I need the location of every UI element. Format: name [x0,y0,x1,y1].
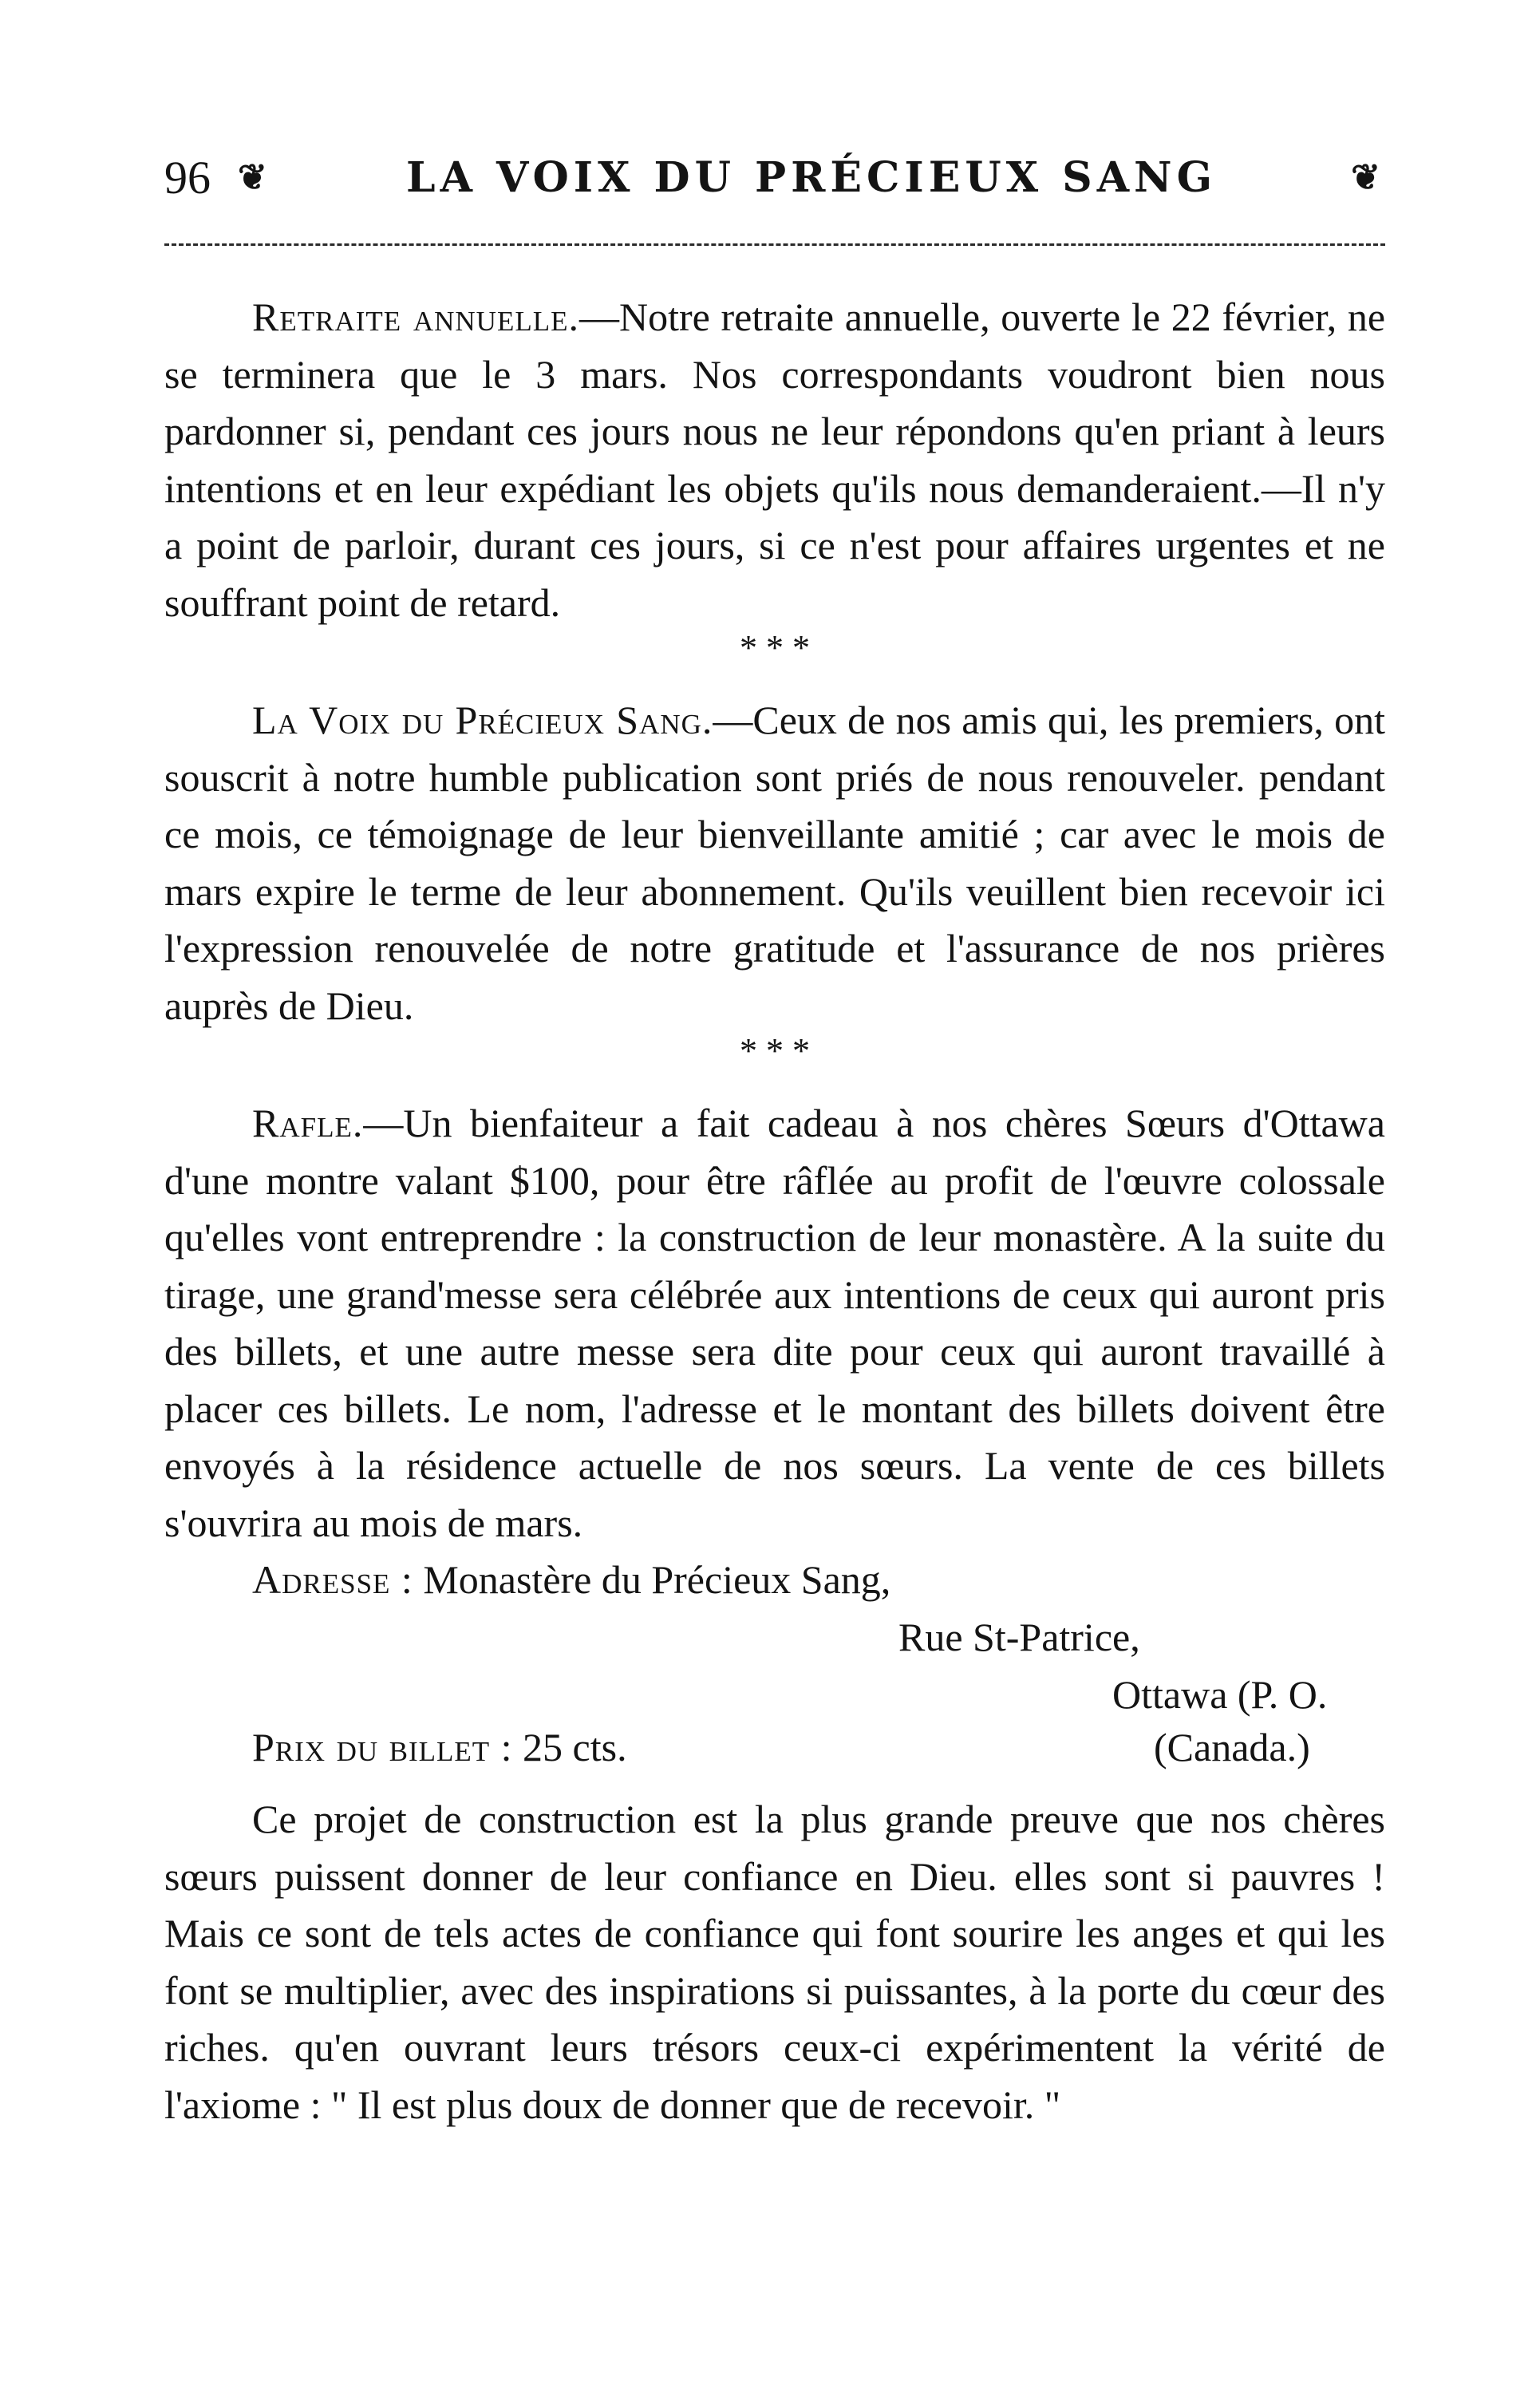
paragraph-voix [164,692,1385,1034]
address-line-3: Ottawa (P. O. [1112,1672,1328,1717]
address-line-1 [252,1552,890,1609]
price-line [252,1719,627,1777]
text-rafle: —Un bienfaiteur a fait cadeau à nos chères Sœurs d'Ottawa d'une montre valant $100, pour être râflée au profit de l'œuvre colossale qu'elles vont entreprendre : la construction de leur monastère. A la suite du tirage, une grand'messe sera célébrée aux intentions de ceux qui auront pris des billets, et une autre messe sera dite pour ceux qui auront travaillé à placer ces billets. Le nom, l'adresse et le montant des billets doivent être envoyés à la résidence actuelle de nos sœurs. La vente de ces billets s'ouvrira au mois de mars. [164,1101,1385,1545]
address-line-2: Rue St-Patrice, [898,1615,1140,1659]
header-rule [164,243,1385,246]
asterism-text-2: * * * [740,1031,810,1070]
running-title [238,150,1385,206]
heading-voix: La Voix du Précieux Sang. [252,698,713,742]
paragraph-rafle [164,1095,1385,1552]
page-number: 96 [164,152,211,204]
asterism-separator [164,628,1385,692]
ornament-left-icon: ❦ [238,157,272,198]
address-label: Adresse : [252,1557,413,1602]
heading-rafle: Rafle. [252,1101,364,1145]
paragraph-closing: Ce projet de construction est la plus grande preuve que nos chères sœurs puissent donner de leur confiance en Dieu. elles sont si pauvres ! Mais ce sont de tels actes de confiance qui font sourire les anges et qui les font se multiplier, avec des inspirations si puissantes, à la porte du cœur des riches. qu'en ouvrant leurs trésors ceux-ci expérimentent la vérité de l'axiome : " Il est plus doux de donner que de recevoir. " [164,1797,1385,2127]
price-label: Prix du billet : [252,1725,513,1769]
address-line-4: (Canada.) [1154,1725,1310,1769]
text-voix: —Ceux de nos amis qui, les premiers, ont souscrit à notre humble publication sont priés de nous renouveler. pendant ce mois, ce témoignage de leur bienveillante amitié ; car avec le mois de mars expire le terme de leur abonnement. Qu'ils veuillent bien recevoir ici l'expression renouvelée de notre gratitude et l'assurance de nos prières auprès de Dieu. [164,698,1385,1028]
page-body [164,289,1385,2133]
asterism-separator-2 [164,1031,1385,1095]
asterism-text: * * * [740,628,810,667]
price-value: 25 cts. [523,1725,627,1769]
text-retraite: —Notre retraite annuelle, ouverte le 22 février, ne se terminera que le 3 mars. Nos correspondants voudront bien nous pardonner si, pendant ces jours nous ne leur répondons qu'en priant à leurs intentions et en leur expédiant les objets qu'ils nous demanderaient.—Il n'y a point de parloir, durant ces jours, si ce n'est pour affaires urgentes et ne souffrant point de retard. [164,295,1386,625]
running-title-text: LA VOIX DU PRÉCIEUX SANG [406,153,1217,202]
running-head [164,150,1385,206]
address-street-1: Monastère du Précieux Sang, [423,1557,891,1602]
paragraph-retraite [164,289,1385,631]
heading-retraite: Retraite annuelle. [252,295,579,339]
ornament-right-icon: ❦ [1351,157,1385,198]
address-block [164,1552,1385,1791]
